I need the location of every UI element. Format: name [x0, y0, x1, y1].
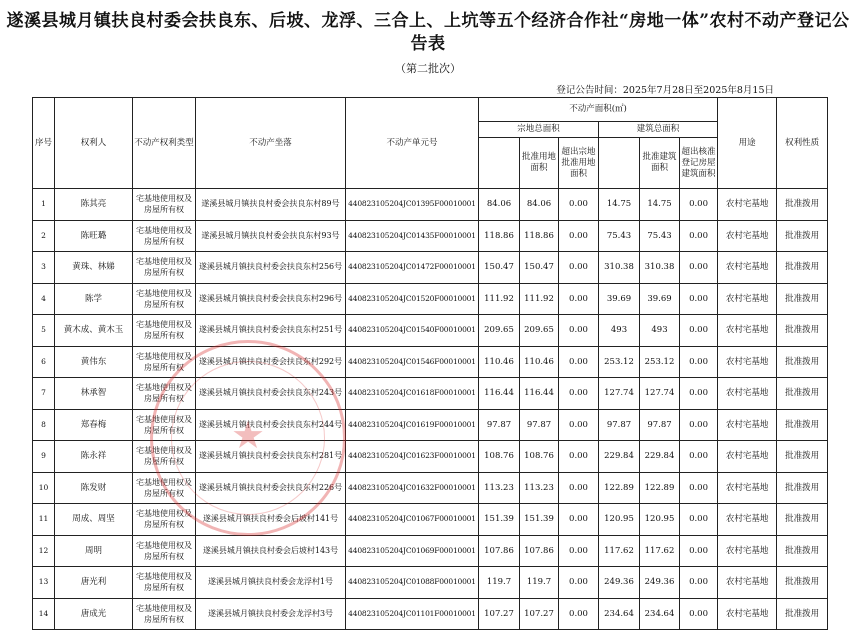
- row-index: 1: [33, 189, 55, 221]
- row-unit-no: 440823105204JC01618F00010001: [346, 378, 479, 410]
- row-index: 5: [33, 315, 55, 347]
- row-nature: 批准拨用: [777, 189, 828, 221]
- row-land-excess: 0.00: [559, 378, 599, 410]
- row-location: 遂溪县城月镇扶良村委会扶良东村244号: [196, 409, 346, 441]
- row-nature: 批准拨用: [777, 504, 828, 536]
- row-owner: 黄珠、林娣: [55, 252, 133, 284]
- row-bldg-approved: 310.38: [640, 252, 680, 284]
- row-use: 农村宅基地: [718, 189, 777, 221]
- row-right-type: 宅基地使用权及房屋所有权: [133, 409, 196, 441]
- row-unit-no: 440823105204JC01520F00010001: [346, 283, 479, 315]
- row-land-excess: 0.00: [559, 472, 599, 504]
- row-unit-no: 440823105204JC01623F00010001: [346, 441, 479, 473]
- row-index: 6: [33, 346, 55, 378]
- row-bldg-total: 310.38: [599, 252, 640, 284]
- row-bldg-excess: 0.00: [680, 409, 718, 441]
- table-row: [33, 283, 828, 315]
- row-nature: 批准拨用: [777, 472, 828, 504]
- row-land-total: 108.76: [479, 441, 520, 473]
- row-owner: 陈其亮: [55, 189, 133, 221]
- row-land-excess: 0.00: [559, 598, 599, 630]
- row-bldg-excess: 0.00: [680, 598, 718, 630]
- row-bldg-approved: 122.89: [640, 472, 680, 504]
- row-bldg-total: 97.87: [599, 409, 640, 441]
- row-land-approved: 107.27: [520, 598, 559, 630]
- row-location: 遂溪县城月镇扶良村委会扶良东村89号: [196, 189, 346, 221]
- table-header: [33, 98, 828, 189]
- col-location-header: 不动产坐落: [196, 98, 346, 189]
- table-row: [33, 220, 828, 252]
- row-use: 农村宅基地: [718, 252, 777, 284]
- col-unit-no-header: 不动产单元号: [346, 98, 479, 189]
- table-row: [33, 472, 828, 504]
- row-land-total: 119.7: [479, 567, 520, 599]
- batch-subtitle: （第二批次）: [395, 62, 461, 75]
- bldg-total-group-header: 建筑总面积: [599, 122, 718, 138]
- row-right-type: 宅基地使用权及房屋所有权: [133, 378, 196, 410]
- row-bldg-approved: 234.64: [640, 598, 680, 630]
- row-land-excess: 0.00: [559, 409, 599, 441]
- row-bldg-approved: 249.36: [640, 567, 680, 599]
- row-bldg-total: 75.43: [599, 220, 640, 252]
- row-use: 农村宅基地: [718, 441, 777, 473]
- row-location: 遂溪县城月镇扶良村委会扶良东村292号: [196, 346, 346, 378]
- row-bldg-total: 14.75: [599, 189, 640, 221]
- row-unit-no: 440823105204JC01101F00010001: [346, 598, 479, 630]
- row-nature: 批准拨用: [777, 441, 828, 473]
- row-location: 遂溪县城月镇扶良村委会扶良东村251号: [196, 315, 346, 347]
- row-land-total: 107.27: [479, 598, 520, 630]
- row-owner: 周成、周坚: [55, 504, 133, 536]
- row-land-total: 97.87: [479, 409, 520, 441]
- row-land-total: 150.47: [479, 252, 520, 284]
- row-nature: 批准拨用: [777, 378, 828, 410]
- row-bldg-excess: 0.00: [680, 252, 718, 284]
- row-location: 遂溪县城月镇扶良村委会龙浮村3号: [196, 598, 346, 630]
- row-nature: 批准拨用: [777, 535, 828, 567]
- row-owner: 陈旺璐: [55, 220, 133, 252]
- row-right-type: 宅基地使用权及房屋所有权: [133, 283, 196, 315]
- col-bldg-excess-header: 超出核准登记房屋建筑面积: [680, 138, 718, 189]
- row-right-type: 宅基地使用权及房屋所有权: [133, 472, 196, 504]
- row-owner: 黄木成、黄木玉: [55, 315, 133, 347]
- row-right-type: 宅基地使用权及房屋所有权: [133, 441, 196, 473]
- row-land-excess: 0.00: [559, 567, 599, 599]
- row-land-excess: 0.00: [559, 220, 599, 252]
- registration-table: [32, 97, 828, 630]
- row-right-type: 宅基地使用权及房屋所有权: [133, 189, 196, 221]
- row-land-total: 116.44: [479, 378, 520, 410]
- row-index: 9: [33, 441, 55, 473]
- row-unit-no: 440823105204JC01472F00010001: [346, 252, 479, 284]
- row-land-excess: 0.00: [559, 535, 599, 567]
- row-location: 遂溪县城月镇扶良村委会扶良东村281号: [196, 441, 346, 473]
- row-unit-no: 440823105204JC01632F00010001: [346, 472, 479, 504]
- row-land-approved: 107.86: [520, 535, 559, 567]
- row-land-excess: 0.00: [559, 252, 599, 284]
- row-unit-no: 440823105204JC01546F00010001: [346, 346, 479, 378]
- row-bldg-total: 122.89: [599, 472, 640, 504]
- row-land-approved: 150.47: [520, 252, 559, 284]
- row-nature: 批准拨用: [777, 252, 828, 284]
- row-use: 农村宅基地: [718, 504, 777, 536]
- row-bldg-approved: 97.87: [640, 409, 680, 441]
- seal-star-icon: ★: [230, 413, 266, 457]
- row-owner: 唐成光: [55, 598, 133, 630]
- row-land-excess: 0.00: [559, 441, 599, 473]
- row-right-type: 宅基地使用权及房屋所有权: [133, 598, 196, 630]
- row-location: 遂溪县城月镇扶良村委会龙浮村1号: [196, 567, 346, 599]
- row-index: 7: [33, 378, 55, 410]
- col-index-header: 序号: [33, 98, 55, 189]
- row-bldg-total: 117.62: [599, 535, 640, 567]
- row-land-approved: 116.44: [520, 378, 559, 410]
- row-bldg-excess: 0.00: [680, 189, 718, 221]
- col-use-header: 用途: [718, 98, 777, 189]
- row-nature: 批准拨用: [777, 315, 828, 347]
- row-use: 农村宅基地: [718, 283, 777, 315]
- row-land-approved: 119.7: [520, 567, 559, 599]
- spacer-cell: [479, 138, 520, 189]
- row-unit-no: 440823105204JC01619F00010001: [346, 409, 479, 441]
- row-nature: 批准拨用: [777, 346, 828, 378]
- row-unit-no: 440823105204JC01069F00010001: [346, 535, 479, 567]
- land-total-group-header: 宗地总面积: [479, 122, 599, 138]
- row-use: 农村宅基地: [718, 346, 777, 378]
- table-row: [33, 567, 828, 599]
- table-row: [33, 504, 828, 536]
- row-bldg-total: 234.64: [599, 598, 640, 630]
- row-index: 11: [33, 504, 55, 536]
- col-bldg-approved-header: 批准建筑面积: [640, 138, 680, 189]
- row-bldg-excess: 0.00: [680, 441, 718, 473]
- row-land-excess: 0.00: [559, 315, 599, 347]
- row-bldg-approved: 127.74: [640, 378, 680, 410]
- spacer-cell: [599, 138, 640, 189]
- row-bldg-total: 127.74: [599, 378, 640, 410]
- table-row: [33, 315, 828, 347]
- row-bldg-approved: 493: [640, 315, 680, 347]
- row-land-approved: 97.87: [520, 409, 559, 441]
- row-land-total: 110.46: [479, 346, 520, 378]
- page-title: 遂溪县城月镇扶良村委会扶良东、后坡、龙浮、三合上、上坑等五个经济合作社“房地一体”农村不动产登记公告表: [6, 11, 850, 54]
- row-bldg-approved: 253.12: [640, 346, 680, 378]
- row-index: 10: [33, 472, 55, 504]
- row-land-approved: 108.76: [520, 441, 559, 473]
- row-land-excess: 0.00: [559, 283, 599, 315]
- row-nature: 批准拨用: [777, 598, 828, 630]
- row-location: 遂溪县城月镇扶良村委会扶良东村256号: [196, 252, 346, 284]
- row-index: 12: [33, 535, 55, 567]
- row-land-approved: 110.46: [520, 346, 559, 378]
- row-use: 农村宅基地: [718, 472, 777, 504]
- row-bldg-approved: 14.75: [640, 189, 680, 221]
- row-location: 遂溪县城月镇扶良村委会扶良东村226号: [196, 472, 346, 504]
- row-right-type: 宅基地使用权及房屋所有权: [133, 567, 196, 599]
- row-use: 农村宅基地: [718, 409, 777, 441]
- row-index: 4: [33, 283, 55, 315]
- row-land-total: 107.86: [479, 535, 520, 567]
- row-right-type: 宅基地使用权及房屋所有权: [133, 346, 196, 378]
- row-use: 农村宅基地: [718, 535, 777, 567]
- row-owner: 陈学: [55, 283, 133, 315]
- row-owner: 陈永祥: [55, 441, 133, 473]
- row-bldg-excess: 0.00: [680, 535, 718, 567]
- row-land-excess: 0.00: [559, 189, 599, 221]
- row-bldg-excess: 0.00: [680, 283, 718, 315]
- row-location: 遂溪县城月镇扶良村委会扶良东村93号: [196, 220, 346, 252]
- row-nature: 批准拨用: [777, 409, 828, 441]
- row-nature: 批准拨用: [777, 220, 828, 252]
- table-row: [33, 252, 828, 284]
- row-bldg-approved: 229.84: [640, 441, 680, 473]
- row-use: 农村宅基地: [718, 220, 777, 252]
- row-bldg-excess: 0.00: [680, 504, 718, 536]
- table-body: [33, 189, 828, 630]
- row-land-excess: 0.00: [559, 346, 599, 378]
- table-row: [33, 598, 828, 630]
- row-use: 农村宅基地: [718, 315, 777, 347]
- row-bldg-excess: 0.00: [680, 472, 718, 504]
- row-land-excess: 0.00: [559, 504, 599, 536]
- col-nature-header: 权利性质: [777, 98, 828, 189]
- row-nature: 批准拨用: [777, 567, 828, 599]
- row-nature: 批准拨用: [777, 283, 828, 315]
- row-owner: 林承智: [55, 378, 133, 410]
- row-unit-no: 440823105204JC01088F00010001: [346, 567, 479, 599]
- table-row: [33, 535, 828, 567]
- row-unit-no: 440823105204JC01395F00010001: [346, 189, 479, 221]
- row-unit-no: 440823105204JC01067F00010001: [346, 504, 479, 536]
- row-bldg-excess: 0.00: [680, 315, 718, 347]
- row-bldg-approved: 39.69: [640, 283, 680, 315]
- row-land-approved: 209.65: [520, 315, 559, 347]
- col-right-type-header: 不动产权利类型: [133, 98, 196, 189]
- row-bldg-total: 120.95: [599, 504, 640, 536]
- row-bldg-excess: 0.00: [680, 346, 718, 378]
- row-land-approved: 111.92: [520, 283, 559, 315]
- row-land-approved: 84.06: [520, 189, 559, 221]
- row-bldg-total: 229.84: [599, 441, 640, 473]
- row-bldg-approved: 75.43: [640, 220, 680, 252]
- row-owner: 唐光利: [55, 567, 133, 599]
- row-bldg-total: 493: [599, 315, 640, 347]
- row-index: 2: [33, 220, 55, 252]
- row-right-type: 宅基地使用权及房屋所有权: [133, 535, 196, 567]
- row-owner: 陈发财: [55, 472, 133, 504]
- row-index: 13: [33, 567, 55, 599]
- row-bldg-excess: 0.00: [680, 567, 718, 599]
- row-owner: 周明: [55, 535, 133, 567]
- row-bldg-approved: 120.95: [640, 504, 680, 536]
- row-bldg-total: 39.69: [599, 283, 640, 315]
- notice-period: 登记公告时间：2025年7月28日至2025年8月15日: [556, 85, 774, 96]
- row-bldg-approved: 117.62: [640, 535, 680, 567]
- col-land-excess-header: 超出宗地批准用地面积: [559, 138, 599, 189]
- row-land-total: 111.92: [479, 283, 520, 315]
- row-land-approved: 113.23: [520, 472, 559, 504]
- row-land-total: 209.65: [479, 315, 520, 347]
- row-right-type: 宅基地使用权及房屋所有权: [133, 220, 196, 252]
- row-unit-no: 440823105204JC01435F00010001: [346, 220, 479, 252]
- row-index: 14: [33, 598, 55, 630]
- row-unit-no: 440823105204JC01540F00010001: [346, 315, 479, 347]
- table-row: [33, 409, 828, 441]
- row-location: 遂溪县城月镇扶良村委会后坡村141号: [196, 504, 346, 536]
- row-land-total: 118.86: [479, 220, 520, 252]
- table-row: [33, 346, 828, 378]
- row-bldg-total: 253.12: [599, 346, 640, 378]
- row-owner: 郑春梅: [55, 409, 133, 441]
- area-group-header: 不动产面积(㎡): [479, 98, 718, 122]
- row-right-type: 宅基地使用权及房屋所有权: [133, 504, 196, 536]
- row-location: 遂溪县城月镇扶良村委会扶良东村243号: [196, 378, 346, 410]
- row-use: 农村宅基地: [718, 378, 777, 410]
- row-use: 农村宅基地: [718, 598, 777, 630]
- row-location: 遂溪县城月镇扶良村委会后坡村143号: [196, 535, 346, 567]
- table-row: [33, 189, 828, 221]
- row-index: 3: [33, 252, 55, 284]
- row-bldg-total: 249.36: [599, 567, 640, 599]
- row-use: 农村宅基地: [718, 567, 777, 599]
- row-land-approved: 151.39: [520, 504, 559, 536]
- row-bldg-excess: 0.00: [680, 378, 718, 410]
- row-land-total: 151.39: [479, 504, 520, 536]
- row-bldg-excess: 0.00: [680, 220, 718, 252]
- row-index: 8: [33, 409, 55, 441]
- row-land-total: 113.23: [479, 472, 520, 504]
- table-row: [33, 441, 828, 473]
- row-right-type: 宅基地使用权及房屋所有权: [133, 315, 196, 347]
- row-right-type: 宅基地使用权及房屋所有权: [133, 252, 196, 284]
- row-land-approved: 118.86: [520, 220, 559, 252]
- row-land-total: 84.06: [479, 189, 520, 221]
- row-owner: 黄伟东: [55, 346, 133, 378]
- row-location: 遂溪县城月镇扶良村委会扶良东村296号: [196, 283, 346, 315]
- col-owner-header: 权利人: [55, 98, 133, 189]
- table-row: [33, 378, 828, 410]
- col-land-approved-header: 批准用地面积: [520, 138, 559, 189]
